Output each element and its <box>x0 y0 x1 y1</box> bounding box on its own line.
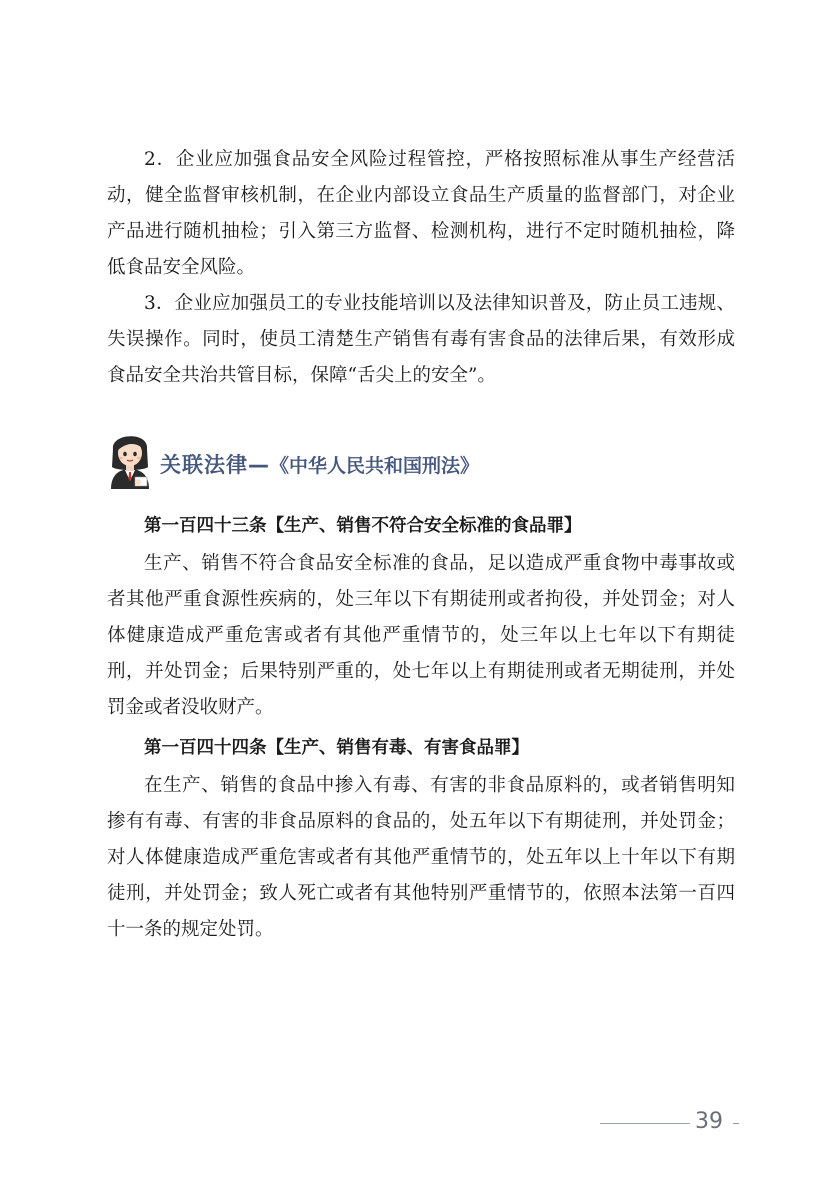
article-144-heading: 第一百四十四条【生产、销售有毒、有害食品罪】 <box>144 738 529 758</box>
footer-dash <box>733 1123 739 1124</box>
lawyer-avatar-icon <box>105 427 155 489</box>
related-law-section-header <box>105 427 605 491</box>
paragraph-2: 2．企业应加强食品安全风险过程管控，严格按照标准从事生产经营活动，健全监督审核机制，在企业内部设立食品生产质量的监督部门，对企业产品进行随机抽检；引入第三方监督、检测机构，进行不定时随机抽检，降低食品安全风险。 <box>107 149 735 278</box>
section-title-law-name: 《中华人民共和国刑法》 <box>270 455 480 477</box>
paragraph-3: 3．企业应加强员工的专业技能培训以及法律知识普及，防止员工违规、失误操作。同时，使员工清楚生产销售有毒有害食品的法律后果，有效形成食品安全共治共管目标，保障“舌尖上的安全”。 <box>107 293 735 386</box>
section-title-main: 关联法律— <box>160 453 270 477</box>
article-143-heading: 第一百四十三条【生产、销售不符合安全标准的食品罪】 <box>144 516 582 536</box>
section-title <box>160 449 479 479</box>
footer-rule <box>600 1123 690 1124</box>
page-number: 39 <box>695 1109 723 1134</box>
article-143-text: 生产、销售不符合食品安全标准的食品，足以造成严重食物中毒事故或者其他严重食源性疾病的，处三年以下有期徒刑或者拘役，并处罚金；对人体健康造成严重危害或者有其他严重情节的，处三年以上七年以下有期徒刑，并处罚金；后果特别严重的，处七年以上有期徒刑或者无期徒刑，并处罚金或者没收财产。 <box>107 553 735 718</box>
article-144-text: 在生产、销售的食品中掺入有毒、有害的非食品原料的，或者销售明知掺有有毒、有害的非食品原料的食品的，处五年以下有期徒刑，并处罚金；对人体健康造成严重危害或者有其他严重情节的，处五年以上十年以下有期徒刑，并处罚金；致人死亡或者有其他特别严重情节的，依照本法第一百四十一条的规定处罚。 <box>107 775 735 940</box>
